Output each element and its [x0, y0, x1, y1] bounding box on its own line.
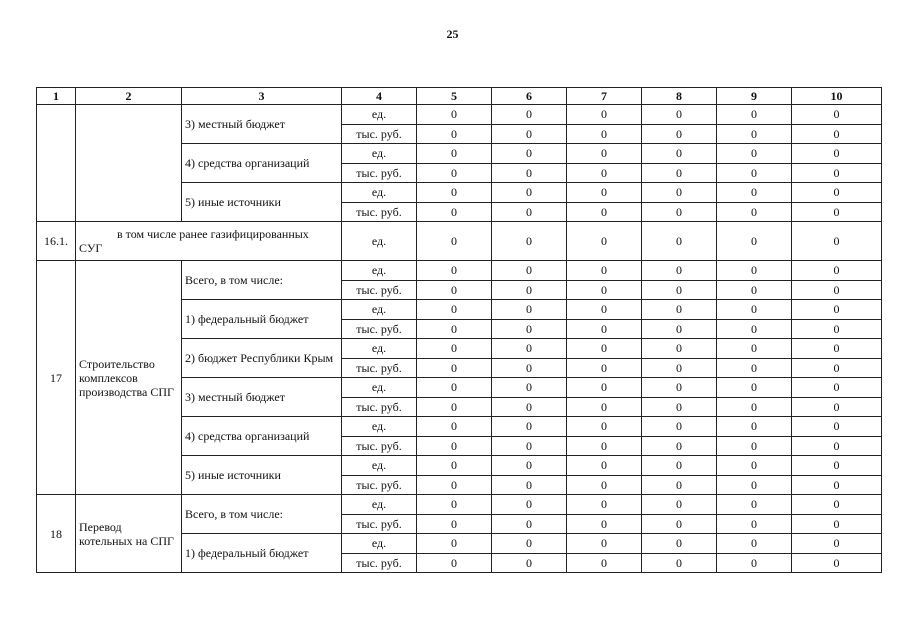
- value-cell: 0: [717, 436, 792, 456]
- value-cell: 0: [417, 124, 492, 144]
- value-cell: 0: [417, 378, 492, 398]
- value-cell: 0: [492, 222, 567, 261]
- value-cell: 0: [567, 358, 642, 378]
- value-cell: 0: [792, 222, 882, 261]
- value-cell: 0: [717, 280, 792, 300]
- value-cell: 0: [792, 124, 882, 144]
- funding-source: Всего, в том числе:: [182, 261, 342, 300]
- value-cell: 0: [417, 495, 492, 515]
- value-cell: 0: [717, 397, 792, 417]
- row-number: 18: [37, 495, 76, 573]
- value-cell: 0: [717, 358, 792, 378]
- value-cell: 0: [642, 124, 717, 144]
- value-cell: 0: [492, 456, 567, 476]
- value-cell: 0: [717, 319, 792, 339]
- value-cell: 0: [567, 222, 642, 261]
- value-cell: 0: [642, 202, 717, 222]
- value-cell: 0: [417, 300, 492, 320]
- value-cell: 0: [717, 144, 792, 164]
- funding-source: 3) местный бюджет: [182, 378, 342, 417]
- value-cell: 0: [417, 456, 492, 476]
- value-cell: 0: [642, 534, 717, 554]
- header-cell: 2: [76, 88, 182, 105]
- value-cell: 0: [567, 319, 642, 339]
- value-cell: 0: [642, 397, 717, 417]
- value-cell: 0: [642, 222, 717, 261]
- value-cell: 0: [717, 534, 792, 554]
- value-cell: 0: [567, 202, 642, 222]
- value-cell: 0: [417, 319, 492, 339]
- table-row: [37, 495, 882, 515]
- unit-cell: тыс. руб.: [342, 397, 417, 417]
- value-cell: 0: [642, 417, 717, 437]
- value-cell: 0: [717, 475, 792, 495]
- row-name-line: в том числе ранее газифицированных: [117, 227, 309, 241]
- value-cell: 0: [567, 495, 642, 515]
- funding-source: 5) иные источники: [182, 183, 342, 222]
- value-cell: 0: [717, 105, 792, 125]
- value-cell: 0: [567, 105, 642, 125]
- value-cell: 0: [792, 339, 882, 359]
- value-cell: 0: [567, 280, 642, 300]
- funding-source: 1) федеральный бюджет: [182, 300, 342, 339]
- unit-cell: тыс. руб.: [342, 280, 417, 300]
- value-cell: 0: [492, 495, 567, 515]
- value-cell: 0: [717, 417, 792, 437]
- unit-cell: ед.: [342, 144, 417, 164]
- value-cell: 0: [717, 183, 792, 203]
- value-cell: 0: [717, 553, 792, 573]
- value-cell: 0: [717, 339, 792, 359]
- value-cell: 0: [792, 202, 882, 222]
- value-cell: 0: [567, 339, 642, 359]
- unit-cell: тыс. руб.: [342, 436, 417, 456]
- funding-source: Всего, в том числе:: [182, 495, 342, 534]
- value-cell: 0: [567, 534, 642, 554]
- value-cell: 0: [567, 300, 642, 320]
- value-cell: 0: [642, 553, 717, 573]
- value-cell: 0: [492, 300, 567, 320]
- value-cell: 0: [492, 339, 567, 359]
- value-cell: 0: [417, 202, 492, 222]
- value-cell: 0: [567, 183, 642, 203]
- value-cell: 0: [792, 514, 882, 534]
- funding-source: 1) федеральный бюджет: [182, 534, 342, 573]
- value-cell: 0: [642, 280, 717, 300]
- value-cell: 0: [642, 378, 717, 398]
- unit-cell: тыс. руб.: [342, 319, 417, 339]
- row-number: [37, 105, 76, 222]
- value-cell: 0: [417, 358, 492, 378]
- value-cell: 0: [492, 144, 567, 164]
- value-cell: 0: [792, 144, 882, 164]
- unit-cell: ед.: [342, 222, 417, 261]
- value-cell: 0: [792, 417, 882, 437]
- value-cell: 0: [642, 105, 717, 125]
- value-cell: 0: [492, 280, 567, 300]
- unit-cell: ед.: [342, 183, 417, 203]
- header-cell: 3: [182, 88, 342, 105]
- table-row: [37, 261, 882, 281]
- value-cell: 0: [642, 261, 717, 281]
- unit-cell: ед.: [342, 456, 417, 476]
- header-cell: 10: [792, 88, 882, 105]
- value-cell: 0: [567, 144, 642, 164]
- value-cell: 0: [492, 202, 567, 222]
- header-cell: 6: [492, 88, 567, 105]
- value-cell: 0: [492, 397, 567, 417]
- value-cell: 0: [567, 261, 642, 281]
- unit-cell: тыс. руб.: [342, 514, 417, 534]
- header-cell: 5: [417, 88, 492, 105]
- value-cell: 0: [792, 495, 882, 515]
- value-cell: 0: [717, 300, 792, 320]
- value-cell: 0: [492, 124, 567, 144]
- value-cell: 0: [567, 397, 642, 417]
- value-cell: 0: [717, 456, 792, 476]
- value-cell: 0: [417, 183, 492, 203]
- value-cell: 0: [717, 222, 792, 261]
- value-cell: 0: [417, 105, 492, 125]
- budget-table: [36, 87, 882, 573]
- value-cell: 0: [417, 417, 492, 437]
- unit-cell: тыс. руб.: [342, 553, 417, 573]
- value-cell: 0: [567, 553, 642, 573]
- value-cell: 0: [417, 397, 492, 417]
- value-cell: 0: [717, 495, 792, 515]
- unit-cell: ед.: [342, 378, 417, 398]
- value-cell: 0: [492, 553, 567, 573]
- value-cell: 0: [567, 475, 642, 495]
- unit-cell: ед.: [342, 105, 417, 125]
- unit-cell: тыс. руб.: [342, 358, 417, 378]
- value-cell: 0: [792, 280, 882, 300]
- value-cell: 0: [792, 300, 882, 320]
- value-cell: 0: [792, 163, 882, 183]
- value-cell: 0: [567, 378, 642, 398]
- row-number: 16.1.: [37, 222, 76, 261]
- value-cell: 0: [792, 378, 882, 398]
- value-cell: 0: [792, 358, 882, 378]
- value-cell: 0: [567, 514, 642, 534]
- header-cell: 4: [342, 88, 417, 105]
- value-cell: 0: [492, 105, 567, 125]
- row-name: Строительство комплексов производства СПГ: [76, 261, 182, 495]
- value-cell: 0: [417, 339, 492, 359]
- value-cell: 0: [492, 378, 567, 398]
- value-cell: 0: [717, 202, 792, 222]
- value-cell: 0: [417, 475, 492, 495]
- value-cell: 0: [492, 261, 567, 281]
- value-cell: 0: [417, 436, 492, 456]
- unit-cell: ед.: [342, 339, 417, 359]
- value-cell: 0: [792, 475, 882, 495]
- value-cell: 0: [792, 319, 882, 339]
- page-number: 25: [446, 27, 459, 41]
- value-cell: 0: [417, 534, 492, 554]
- value-cell: 0: [792, 105, 882, 125]
- value-cell: 0: [417, 514, 492, 534]
- value-cell: 0: [492, 163, 567, 183]
- value-cell: 0: [792, 553, 882, 573]
- value-cell: 0: [492, 183, 567, 203]
- value-cell: 0: [492, 475, 567, 495]
- value-cell: 0: [417, 553, 492, 573]
- value-cell: 0: [792, 436, 882, 456]
- funding-source: 4) средства организаций: [182, 417, 342, 456]
- value-cell: 0: [642, 436, 717, 456]
- value-cell: 0: [792, 261, 882, 281]
- value-cell: 0: [792, 397, 882, 417]
- unit-cell: тыс. руб.: [342, 202, 417, 222]
- funding-source: 5) иные источники: [182, 456, 342, 495]
- table-header-row: [37, 88, 882, 105]
- value-cell: 0: [492, 534, 567, 554]
- row-name: [76, 105, 182, 222]
- value-cell: 0: [417, 144, 492, 164]
- value-cell: 0: [567, 436, 642, 456]
- unit-cell: тыс. руб.: [342, 475, 417, 495]
- unit-cell: ед.: [342, 300, 417, 320]
- value-cell: 0: [492, 417, 567, 437]
- row-name: Перевод котельных на СПГ: [76, 495, 182, 573]
- value-cell: 0: [642, 495, 717, 515]
- funding-source: 3) местный бюджет: [182, 105, 342, 144]
- value-cell: 0: [792, 183, 882, 203]
- value-cell: 0: [492, 436, 567, 456]
- funding-source: 4) средства организаций: [182, 144, 342, 183]
- value-cell: 0: [417, 222, 492, 261]
- row-name-line: СУГ: [79, 241, 103, 255]
- value-cell: 0: [792, 534, 882, 554]
- value-cell: 0: [567, 124, 642, 144]
- value-cell: 0: [417, 261, 492, 281]
- unit-cell: ед.: [342, 534, 417, 554]
- value-cell: 0: [717, 261, 792, 281]
- value-cell: 0: [642, 300, 717, 320]
- value-cell: 0: [717, 514, 792, 534]
- value-cell: 0: [642, 358, 717, 378]
- header-cell: 8: [642, 88, 717, 105]
- unit-cell: ед.: [342, 261, 417, 281]
- value-cell: 0: [567, 456, 642, 476]
- unit-cell: ед.: [342, 417, 417, 437]
- value-cell: 0: [642, 163, 717, 183]
- row-name: [76, 222, 342, 261]
- value-cell: 0: [717, 124, 792, 144]
- unit-cell: тыс. руб.: [342, 124, 417, 144]
- value-cell: 0: [642, 339, 717, 359]
- header-cell: 9: [717, 88, 792, 105]
- value-cell: 0: [417, 280, 492, 300]
- value-cell: 0: [642, 183, 717, 203]
- value-cell: 0: [492, 358, 567, 378]
- table-row: [37, 222, 882, 261]
- value-cell: 0: [717, 378, 792, 398]
- header-cell: 1: [37, 88, 76, 105]
- value-cell: 0: [642, 514, 717, 534]
- value-cell: 0: [567, 163, 642, 183]
- table-row: [37, 105, 882, 125]
- row-number: 17: [37, 261, 76, 495]
- value-cell: 0: [567, 417, 642, 437]
- value-cell: 0: [717, 163, 792, 183]
- value-cell: 0: [642, 319, 717, 339]
- unit-cell: тыс. руб.: [342, 163, 417, 183]
- value-cell: 0: [492, 514, 567, 534]
- value-cell: 0: [417, 163, 492, 183]
- value-cell: 0: [642, 475, 717, 495]
- header-cell: 7: [567, 88, 642, 105]
- value-cell: 0: [792, 456, 882, 476]
- value-cell: 0: [492, 319, 567, 339]
- funding-source: 2) бюджет Республики Крым: [182, 339, 342, 378]
- value-cell: 0: [642, 456, 717, 476]
- value-cell: 0: [642, 144, 717, 164]
- unit-cell: ед.: [342, 495, 417, 515]
